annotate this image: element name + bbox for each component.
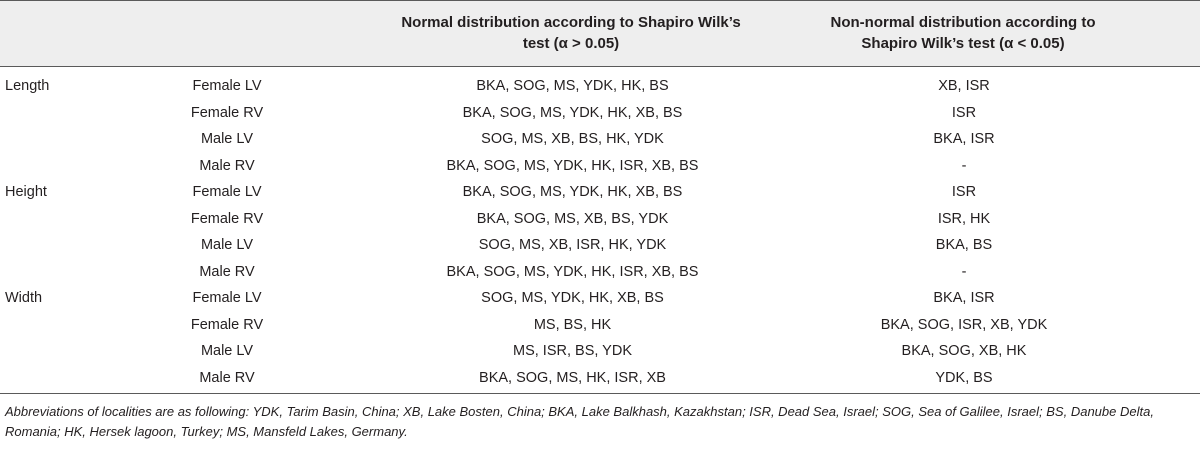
- cell-nonnormal: ISR, HK: [937, 210, 991, 227]
- cell-group: Female LV: [192, 78, 262, 94]
- table-footnote: Abbreviations of localities are as following: YDK, Tarim Basin, China; XB, Lake Bosten, China; BKA, Lake Balkhash, Kazakhstan; ISR, Dead Sea, Israel; SOG, Sea of Galilee, Israel; BS, Danube Delta, Romania; HK, Hersek lagoon, Turkey; MS, Mansfeld Lakes, Germany.: [5, 404, 1154, 439]
- table-row: [0, 259, 1200, 285]
- cell-nonnormal: BKA, SOG, XB, HK: [901, 343, 1027, 359]
- cell-nonnormal: BKA, ISR: [933, 290, 995, 306]
- cell-group: Male RV: [199, 369, 255, 386]
- cell-parameter: Height: [5, 184, 47, 200]
- cell-group: Female RV: [190, 104, 264, 121]
- cell-normal: BKA, SOG, MS, YDK, HK, XB, BS: [462, 104, 683, 121]
- table-row: [0, 73, 1200, 99]
- table-row: [0, 232, 1200, 258]
- cell-normal: SOG, MS, XB, ISR, HK, YDK: [478, 237, 667, 253]
- cell-parameter: Length: [5, 78, 50, 94]
- cell-group: Male RV: [199, 263, 255, 280]
- table-row: [0, 179, 1200, 205]
- cell-nonnormal: -: [961, 263, 967, 280]
- table-row: [0, 365, 1200, 391]
- cell-normal: BKA, SOG, MS, YDK, HK, BS: [476, 78, 669, 94]
- cell-nonnormal: BKA, SOG, ISR, XB, YDK: [880, 316, 1048, 333]
- cell-group: Male RV: [199, 157, 255, 174]
- cell-group: Male LV: [200, 237, 254, 253]
- cell-normal: BKA, SOG, MS, YDK, HK, ISR, XB, BS: [446, 157, 699, 174]
- cell-group: Female RV: [190, 316, 264, 333]
- cell-nonnormal: YDK, BS: [935, 369, 993, 386]
- cell-nonnormal: ISR: [951, 104, 977, 121]
- cell-group: Female LV: [192, 290, 262, 306]
- table-row: [0, 338, 1200, 364]
- cell-normal: MS, ISR, BS, YDK: [513, 343, 632, 359]
- cell-nonnormal: ISR: [951, 184, 977, 200]
- cell-parameter: Width: [5, 290, 43, 306]
- cell-group: Male LV: [200, 343, 254, 359]
- cell-group: Female LV: [192, 184, 262, 200]
- cell-group: Male LV: [200, 131, 254, 147]
- cell-normal: SOG, MS, XB, BS, HK, YDK: [481, 131, 664, 147]
- cell-normal: SOG, MS, YDK, HK, XB, BS: [481, 290, 664, 306]
- cell-nonnormal: BKA, ISR: [933, 131, 995, 147]
- cell-nonnormal: -: [961, 157, 967, 174]
- cell-normal: BKA, SOG, MS, YDK, HK, ISR, XB, BS: [446, 263, 699, 280]
- table-row: [0, 285, 1200, 311]
- top-rule: [0, 0, 1200, 1]
- bottom-rule: [0, 393, 1200, 394]
- cell-normal: BKA, SOG, MS, HK, ISR, XB: [479, 369, 666, 386]
- cell-normal: BKA, SOG, MS, XB, BS, YDK: [476, 210, 669, 227]
- table-row: [0, 312, 1200, 338]
- cell-normal: MS, BS, HK: [533, 316, 612, 333]
- table-row: [0, 126, 1200, 152]
- table-row: [0, 153, 1200, 179]
- header-normal-distribution: Normal distribution according to Shapiro Wilk’s test (α > 0.05): [401, 14, 741, 52]
- cell-normal: BKA, SOG, MS, YDK, HK, XB, BS: [462, 184, 683, 200]
- cell-nonnormal: BKA, BS: [935, 237, 993, 253]
- header-rule: [0, 66, 1200, 67]
- table-row: [0, 100, 1200, 126]
- cell-group: Female RV: [190, 210, 264, 227]
- table-row: [0, 206, 1200, 232]
- cell-nonnormal: XB, ISR: [938, 78, 990, 94]
- header-nonnormal-distribution: Non-normal distribution according to Shapiro Wilk’s test (α < 0.05): [830, 14, 1096, 52]
